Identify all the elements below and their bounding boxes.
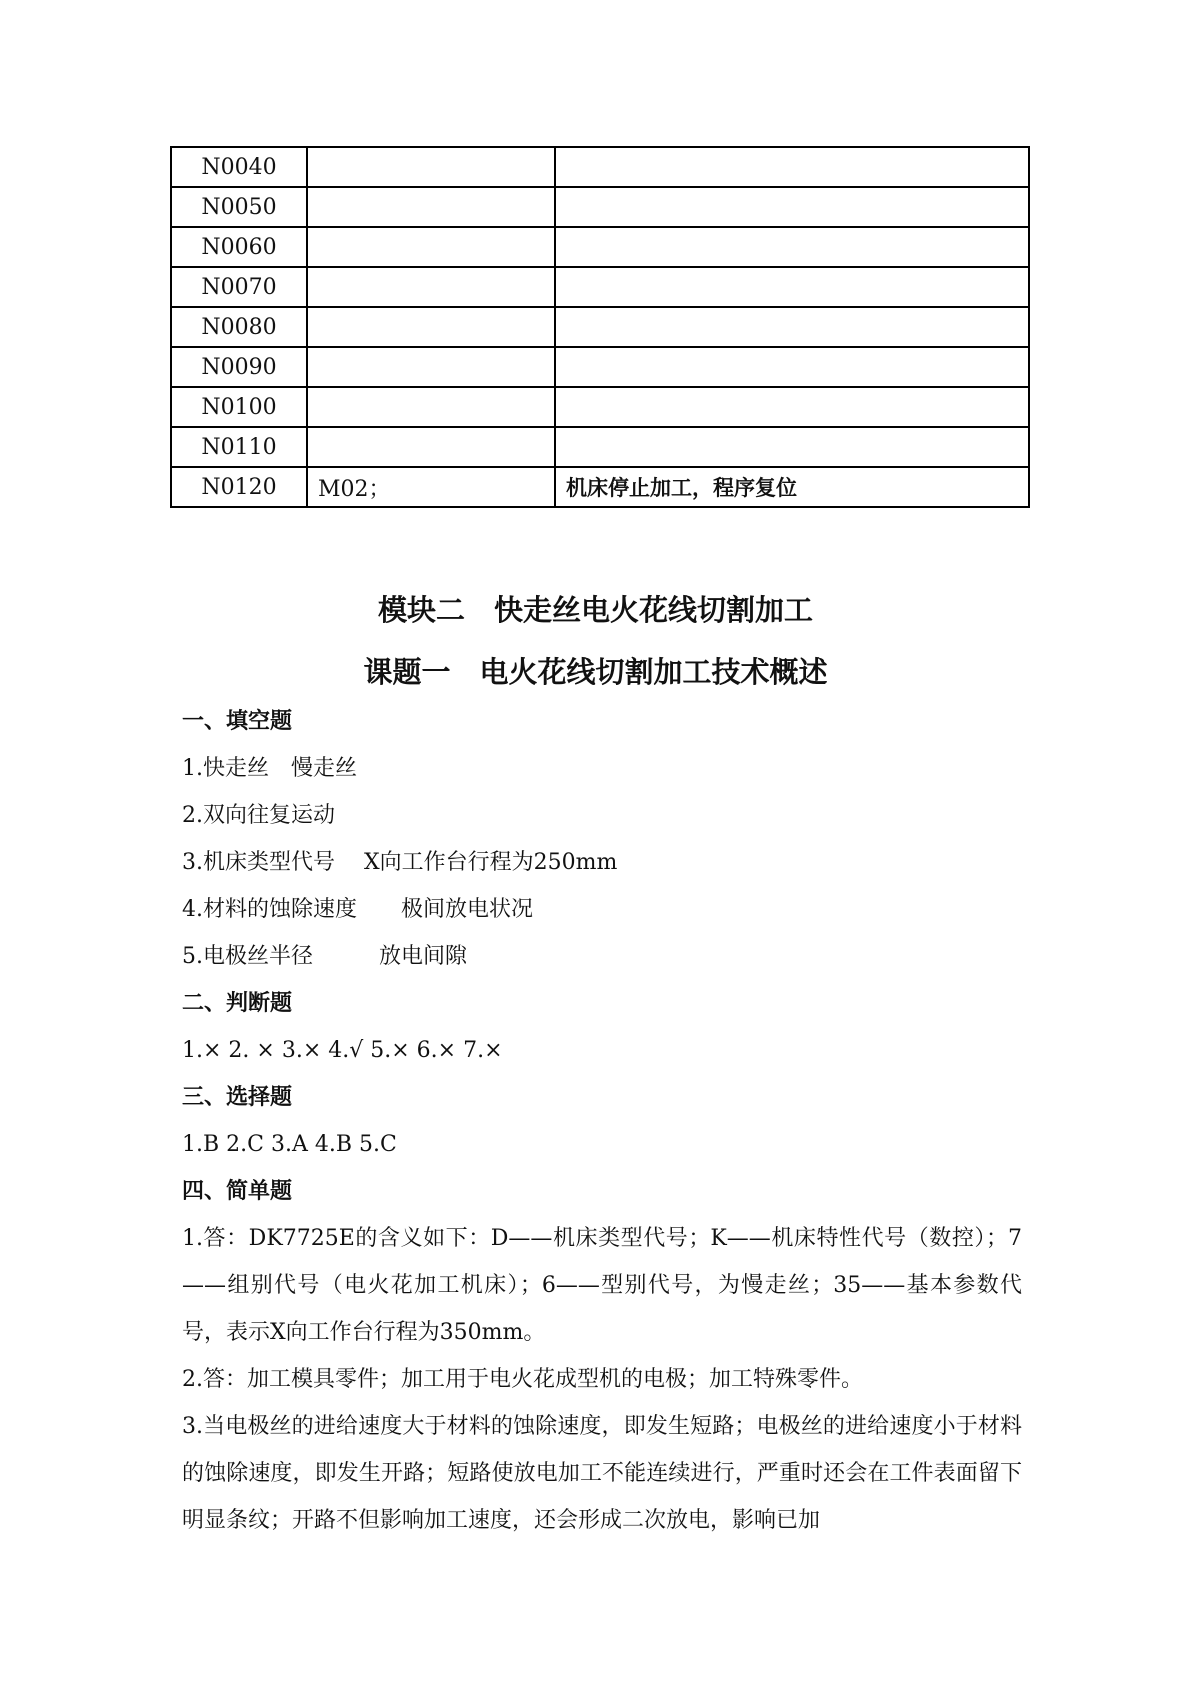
note-cell xyxy=(555,427,1029,467)
line-number-cell: N0070 xyxy=(171,267,307,307)
line-number-cell: N0040 xyxy=(171,147,307,187)
line-number-cell: N0050 xyxy=(171,187,307,227)
line-number-cell: N0120 xyxy=(171,467,307,507)
section-heading-choice: 三、选择题 xyxy=(182,1085,293,1110)
true-false-answers: 1.× 2. × 3.× 4.√ 5.× 6.× 7.× xyxy=(182,1038,503,1063)
short-answer-paragraph: 1.答：DK7725E的含义如下：D——机床类型代号；K——机床特性代号（数控）；7——组别代号（电火花加工机床）；6——型别代号，为慢走丝；35——基本参数代号，表示X向工作台行程为350mm。 xyxy=(182,1226,1022,1345)
table-row xyxy=(171,467,1029,507)
table-row xyxy=(171,307,1029,347)
lesson-title: 课题一 电火花线切割加工技术概述 xyxy=(363,655,828,689)
list-item: 2.双向往复运动 xyxy=(182,803,335,828)
list-item: 3.机床类型代号 X向工作台行程为250mm xyxy=(182,850,618,875)
section-heading-short-answer: 四、简单题 xyxy=(182,1179,293,1204)
code-cell xyxy=(307,427,555,467)
list-item: 5.电极丝半径 放电间隙 xyxy=(182,944,467,969)
code-cell xyxy=(307,187,555,227)
code-cell xyxy=(307,227,555,267)
table-row xyxy=(171,427,1029,467)
table-row xyxy=(171,227,1029,267)
section-heading-true-false: 二、判断题 xyxy=(182,991,293,1016)
code-cell xyxy=(307,147,555,187)
note-cell xyxy=(555,147,1029,187)
answer-body xyxy=(182,698,1022,1544)
short-answer-paragraph: 2.答：加工模具零件；加工用于电火花成型机的电极；加工特殊零件。 xyxy=(182,1367,863,1392)
module-title: 模块二 快走丝电火花线切割加工 xyxy=(377,593,813,627)
table-row xyxy=(171,147,1029,187)
line-number-cell: N0100 xyxy=(171,387,307,427)
note-cell xyxy=(555,307,1029,347)
list-item: 1.快走丝 慢走丝 xyxy=(182,756,357,781)
list-item: 4.材料的蚀除速度 极间放电状况 xyxy=(182,897,533,922)
section-heading-fill-blank: 一、填空题 xyxy=(182,709,293,734)
line-number-cell: N0090 xyxy=(171,347,307,387)
code-cell xyxy=(307,387,555,427)
table-row xyxy=(171,267,1029,307)
line-number-cell: N0110 xyxy=(171,427,307,467)
note-cell xyxy=(555,227,1029,267)
code-cell xyxy=(307,307,555,347)
note-cell xyxy=(555,347,1029,387)
line-number-cell: N0060 xyxy=(171,227,307,267)
note-cell: 机床停止加工，程序复位 xyxy=(555,467,1029,507)
note-cell xyxy=(555,267,1029,307)
table-row xyxy=(171,347,1029,387)
code-cell xyxy=(307,347,555,387)
table-row xyxy=(171,387,1029,427)
choice-answers: 1.B 2.C 3.A 4.B 5.C xyxy=(182,1132,397,1157)
line-number-cell: N0080 xyxy=(171,307,307,347)
code-cell: M02； xyxy=(307,467,555,507)
short-answer-paragraph: 3.当电极丝的进给速度大于材料的蚀除速度，即发生短路；电极丝的进给速度小于材料的蚀除速度，即发生开路；短路使放电加工不能连续进行，严重时还会在工件表面留下明显条纹；开路不但影响加工速度，还会形成二次放电，影响已加 xyxy=(182,1414,1022,1533)
note-cell xyxy=(555,387,1029,427)
note-cell xyxy=(555,187,1029,227)
program-table xyxy=(170,146,1030,508)
code-cell xyxy=(307,267,555,307)
table-row xyxy=(171,187,1029,227)
